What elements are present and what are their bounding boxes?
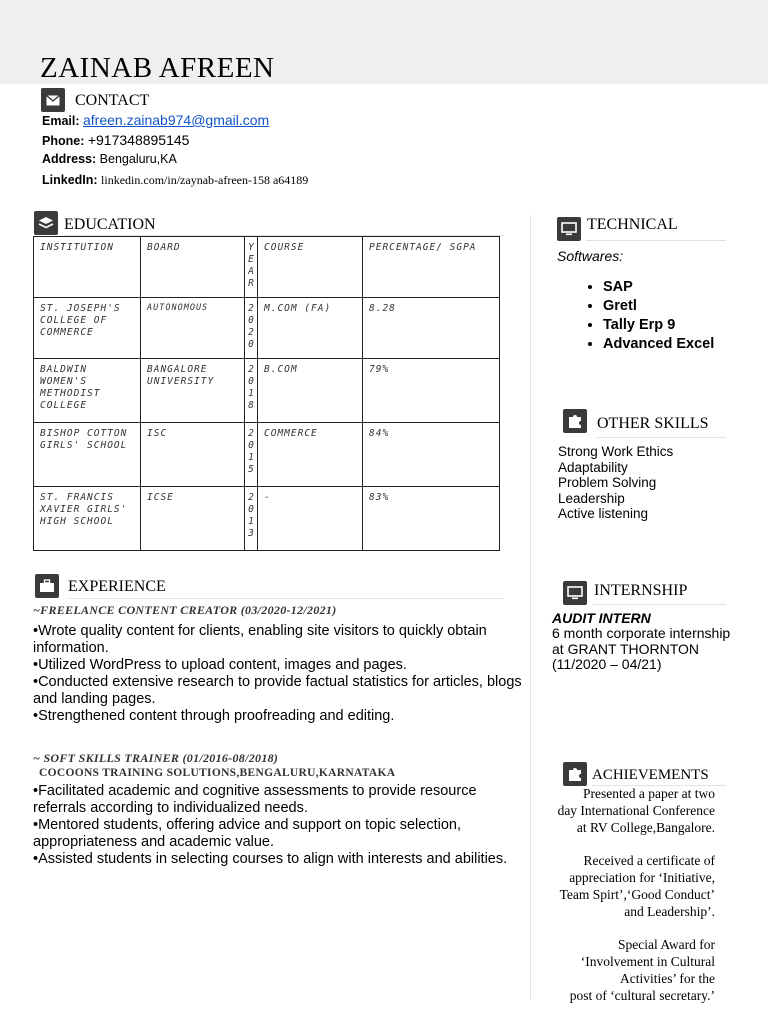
- cell-course: COMMERCE: [258, 423, 363, 487]
- education-title: EDUCATION: [64, 216, 156, 233]
- cell-course: B.COM: [258, 359, 363, 423]
- contact-title: CONTACT: [75, 92, 150, 109]
- linkedin-label: LinkedIn:: [42, 173, 98, 187]
- internship-line: at GRANT THORNTON: [552, 640, 700, 657]
- address-value: Bengaluru,KA: [99, 152, 177, 166]
- header-board: BOARD: [141, 237, 245, 298]
- cell-board: ICSE: [141, 487, 245, 551]
- layers-icon: [34, 211, 58, 235]
- software-list: [583, 278, 714, 354]
- cell-institution: BISHOP COTTON GIRLS' SCHOOL: [34, 423, 141, 487]
- contact-address: [42, 152, 177, 166]
- technical-title: TECHNICAL: [587, 216, 678, 233]
- softwares-label: Softwares:: [557, 248, 624, 264]
- linkedin-value[interactable]: linkedin.com/in/zaynab-afreen-158 a64189: [101, 173, 309, 187]
- list-item: • Tally Erp 9: [603, 316, 714, 335]
- phone-label: Phone:: [42, 134, 85, 148]
- job2-bullets: [33, 783, 528, 868]
- other-skills-title: OTHER SKILLS: [597, 415, 709, 432]
- other-skills-divider: [596, 437, 726, 438]
- achievement-line: at RV College,Bangalore.: [576, 820, 715, 835]
- cell-percentage: 84%: [363, 423, 500, 487]
- achievement-line: post of ‘cultural secretary.’: [569, 988, 715, 1003]
- contact-phone: [42, 132, 189, 148]
- list-item: •Assisted students in selecting courses to align with interests and abilities.: [33, 851, 508, 867]
- contact-email: [42, 112, 269, 128]
- job2-company: COCOONS TRAINING SOLUTIONS,BENGALURU,KARNATAKA: [39, 767, 396, 779]
- cell-year: 2018: [245, 359, 258, 423]
- internship-line: (11/2020 – 04/21): [552, 656, 662, 672]
- cell-course: -: [258, 487, 363, 551]
- table-row: [34, 298, 500, 359]
- internship-role: AUDIT INTERN: [552, 610, 651, 626]
- candidate-name: ZAINAB AFREEN: [40, 52, 275, 84]
- cell-institution: ST. JOSEPH'S COLLEGE OF COMMERCE: [34, 298, 141, 359]
- job1-heading: ~FREELANCE CONTENT CREATOR (03/2020-12/2021): [33, 603, 337, 617]
- achievement-item: [570, 936, 715, 1004]
- puzzle-icon: [563, 409, 587, 433]
- achievements-title: ACHIEVEMENTS: [592, 767, 709, 783]
- table-row: [34, 487, 500, 551]
- header-institution: INSTITUTION: [34, 237, 141, 298]
- job2-heading: ~ SOFT SKILLS TRAINER (01/2016-08/2018): [33, 751, 279, 765]
- job1-bullets: [33, 623, 528, 725]
- achievement-line: Presented a paper at two: [583, 786, 715, 801]
- briefcase-icon: [35, 574, 59, 598]
- achievement-line: Received a certificate of: [583, 853, 715, 868]
- cell-course: M.COM (FA): [258, 298, 363, 359]
- list-item: •Wrote quality content for clients, enabling site visitors to quickly obtain information.: [33, 623, 487, 656]
- internship-details: [552, 626, 730, 673]
- internship-title: INTERNSHIP: [594, 582, 688, 599]
- email-label: Email:: [42, 114, 80, 128]
- cell-percentage: 8.28: [363, 298, 500, 359]
- address-label: Address:: [42, 152, 97, 166]
- list-item: Problem Solving: [558, 475, 657, 490]
- monitor-icon: [563, 581, 587, 605]
- cell-year: 2013: [245, 487, 258, 551]
- email-icon: [41, 88, 65, 112]
- header-course: COURSE: [258, 237, 363, 298]
- experience-divider: [68, 598, 504, 599]
- list-item: • SAP: [603, 278, 714, 297]
- other-skills-list: [558, 444, 673, 522]
- achievement-line: appreciation for ‘Initiative,: [569, 870, 715, 885]
- puzzle-icon: [563, 762, 587, 786]
- column-divider: [530, 215, 531, 1000]
- list-item: •Mentored students, offering advice and support on topic selection, appropriateness and academic value.: [33, 817, 461, 850]
- cell-percentage: 83%: [363, 487, 500, 551]
- list-item: • Advanced Excel: [603, 335, 714, 354]
- header-year: YEAR: [245, 237, 258, 298]
- achievement-item: [558, 785, 715, 836]
- achievement-line: Activities’ for the: [620, 971, 715, 986]
- cell-board: ISC: [141, 423, 245, 487]
- table-header-row: [34, 237, 500, 298]
- cell-institution: ST. FRANCIS XAVIER GIRLS' HIGH SCHOOL: [34, 487, 141, 551]
- list-item: Active listening: [558, 506, 649, 521]
- education-table: [33, 236, 500, 551]
- email-link[interactable]: afreen.zainab974@gmail.com: [83, 112, 270, 128]
- achievement-line: Special Award for: [618, 937, 715, 952]
- achievement-line: ‘Involvement in Cultural: [580, 954, 715, 969]
- monitor-icon: [557, 217, 581, 241]
- contact-linkedin: [42, 173, 308, 188]
- internship-divider: [593, 604, 726, 605]
- experience-title: EXPERIENCE: [68, 578, 166, 595]
- achievement-line: Team Spirt’,‘Good Conduct’: [559, 887, 715, 902]
- list-item: Strong Work Ethics: [558, 444, 674, 459]
- cell-year: 2020: [245, 298, 258, 359]
- achievement-line: and Leadership’.: [624, 904, 715, 919]
- list-item: Leadership: [558, 490, 625, 506]
- cell-board: AUTONOMOUS: [141, 298, 245, 359]
- list-item: •Utilized WordPress to upload content, images and pages.: [33, 657, 407, 673]
- list-item: •Conducted extensive research to provide factual statistics for articles, blogs and landing pages.: [33, 674, 522, 707]
- achievement-item: [560, 852, 715, 920]
- internship-line: 6 month corporate internship: [552, 625, 731, 641]
- cell-percentage: 79%: [363, 359, 500, 423]
- achievement-line: day International Conference: [557, 803, 715, 818]
- list-item: • Gretl: [603, 297, 714, 316]
- list-item: Adaptability: [558, 459, 628, 475]
- table-row: [34, 423, 500, 487]
- header-percentage: PERCENTAGE/ SGPA: [363, 237, 500, 298]
- technical-divider: [586, 240, 726, 241]
- table-row: [34, 359, 500, 423]
- phone-value: +917348895145: [87, 132, 190, 148]
- list-item: •Strengthened content through proofreading and editing.: [33, 708, 395, 724]
- cell-year: 2015: [245, 423, 258, 487]
- list-item: •Facilitated academic and cognitive assessments to provide resource referrals according to individualized needs.: [33, 783, 477, 816]
- cell-institution: BALDWIN WOMEN'S METHODIST COLLEGE: [34, 359, 141, 423]
- cell-board: BANGALORE UNIVERSITY: [141, 359, 245, 423]
